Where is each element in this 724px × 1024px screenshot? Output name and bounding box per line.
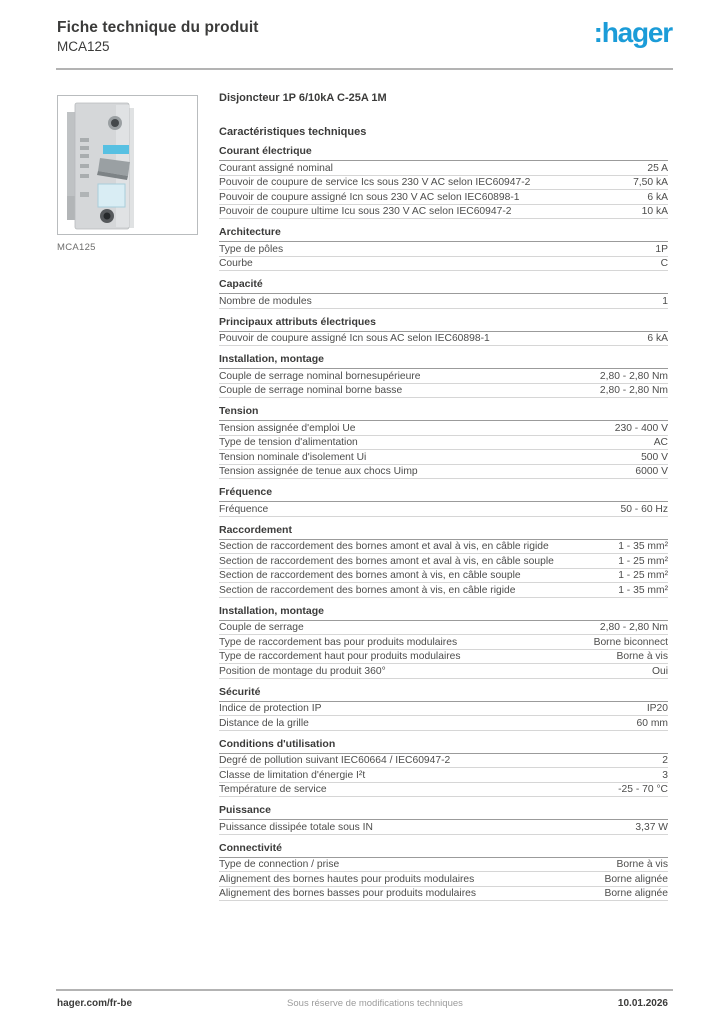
spec-value: 60 mm [636, 717, 668, 729]
spec-value: 1 - 25 mm² [618, 555, 668, 567]
spec-section [219, 279, 668, 309]
spec-rows [219, 421, 668, 479]
spec-label: Fréquence [219, 503, 269, 515]
spec-sections [219, 146, 668, 901]
spec-value: 2,80 - 2,80 Nm [599, 370, 668, 382]
spec-value: 1 [662, 295, 668, 307]
spec-value: IP20 [646, 703, 668, 714]
footer-date: 10.01.2026 [617, 998, 668, 1009]
spec-row [219, 257, 668, 272]
spec-section [219, 606, 668, 679]
spec-label: Type de connection / prise [219, 859, 340, 870]
spec-value: Oui [651, 665, 668, 677]
spec-label: Puissance dissipée totale sous IN [219, 821, 373, 833]
spec-section-title: Sécurité [219, 687, 668, 702]
spec-label: Température de service [219, 784, 327, 795]
spec-label: Type de raccordement haut pour produits modulaires [219, 651, 461, 662]
spec-label: Pouvoir de coupure de service Ics sous 230 V AC selon IEC60947-2 [219, 177, 531, 188]
circuit-breaker-illustration [58, 96, 197, 234]
spec-label: Pouvoir de coupure assigné Icn sous AC selon IEC60898-1 [219, 333, 490, 344]
spec-value: 50 - 60 Hz [620, 503, 668, 515]
spec-label: Section de raccordement des bornes amont à vis, en câble souple [219, 570, 521, 581]
spec-label: Type de pôles [219, 243, 284, 255]
spec-label: Section de raccordement des bornes amont et aval à vis, en câble souple [219, 555, 554, 567]
spec-label: Couple de serrage nominal borne basse [219, 385, 403, 396]
spec-value: Borne alignée [604, 873, 668, 885]
page-footer [57, 998, 668, 1009]
spec-value: Borne alignée [604, 888, 668, 899]
spec-rows [219, 294, 668, 309]
spec-section [219, 525, 668, 598]
spec-row [219, 858, 668, 873]
hager-logo: :hager [593, 17, 672, 48]
spec-row [219, 783, 668, 798]
spec-value: 2,80 - 2,80 Nm [599, 622, 668, 633]
header-divider [56, 68, 673, 70]
spec-label: Alignement des bornes basses pour produits modulaires [219, 888, 476, 899]
specs-heading: Caractéristiques techniques [219, 126, 367, 138]
spec-value: 230 - 400 V [614, 422, 668, 434]
spec-section-title: Puissance [219, 805, 668, 820]
spec-label: Degré de pollution suivant IEC60664 / IEC60947-2 [219, 755, 451, 766]
spec-row [219, 294, 668, 309]
spec-value: 25 A [647, 162, 668, 174]
specs-column [219, 92, 668, 901]
spec-row [219, 664, 668, 679]
spec-row [219, 583, 668, 598]
spec-value: 500 V [641, 451, 668, 463]
spec-section-title: Connectivité [219, 843, 668, 858]
spec-section-title: Tension [219, 406, 668, 421]
spec-row [219, 887, 668, 902]
spec-row [219, 754, 668, 769]
spec-rows [219, 332, 668, 347]
spec-section-title: Fréquence [219, 487, 668, 502]
spec-value: Borne biconnect [593, 636, 668, 648]
spec-rows [219, 754, 668, 798]
spec-value: 3,37 W [635, 821, 668, 833]
spec-section [219, 317, 668, 347]
spec-label: Tension nominale d'isolement Ui [219, 451, 367, 463]
spec-row [219, 450, 668, 465]
spec-value: 2,80 - 2,80 Nm [599, 385, 668, 396]
spec-label: Type de raccordement bas pour produits modulaires [219, 636, 458, 648]
spec-rows [219, 369, 668, 398]
spec-label: Pouvoir de coupure assigné Icn sous 230 V AC selon IEC60898-1 [219, 191, 520, 203]
product-code: MCA125 [57, 39, 110, 54]
spec-section-title: Conditions d'utilisation [219, 739, 668, 754]
spec-rows [219, 242, 668, 271]
spec-label: Nombre de modules [219, 295, 312, 307]
spec-section [219, 227, 668, 271]
footer-disclaimer: Sous réserve de modifications techniques [287, 998, 463, 1009]
spec-section [219, 354, 668, 398]
spec-value: 1P [655, 243, 668, 255]
spec-row [219, 554, 668, 569]
spec-rows [219, 161, 668, 219]
spec-row [219, 872, 668, 887]
spec-label: Courbe [219, 258, 253, 269]
spec-label: Tension assignée d'emploi Ue [219, 422, 356, 434]
spec-label: Type de tension d'alimentation [219, 437, 358, 448]
spec-row [219, 190, 668, 205]
spec-row [219, 384, 668, 399]
spec-rows [219, 540, 668, 598]
spec-section-title: Capacité [219, 279, 668, 294]
spec-section-title: Installation, montage [219, 354, 668, 369]
spec-value: 1 - 35 mm² [618, 584, 668, 596]
spec-row [219, 635, 668, 650]
spec-rows [219, 702, 668, 731]
spec-value: 6000 V [635, 466, 668, 477]
spec-row [219, 161, 668, 176]
spec-value: 6 kA [647, 191, 668, 203]
page-header [57, 19, 672, 54]
spec-section [219, 406, 668, 479]
spec-rows [219, 621, 668, 679]
product-image [57, 95, 198, 235]
spec-value: 3 [662, 769, 668, 781]
spec-value: C [660, 258, 668, 269]
spec-row [219, 369, 668, 384]
spec-value: 7,50 kA [633, 177, 668, 188]
spec-row [219, 421, 668, 436]
spec-row [219, 650, 668, 665]
spec-section [219, 687, 668, 731]
footer-website-link[interactable]: hager.com/fr-be [57, 998, 133, 1009]
document-title: Fiche technique du produit [57, 19, 259, 36]
spec-row [219, 465, 668, 480]
spec-section-title: Installation, montage [219, 606, 668, 621]
spec-label: Indice de protection IP [219, 703, 322, 714]
spec-label: Pouvoir de coupure ultime Icu sous 230 V AC selon IEC60947-2 [219, 206, 512, 217]
spec-label: Section de raccordement des bornes amont et aval à vis, en câble rigide [219, 541, 549, 552]
spec-label: Section de raccordement des bornes amont à vis, en câble rigide [219, 584, 516, 596]
spec-row [219, 242, 668, 257]
spec-section-title: Raccordement [219, 525, 668, 540]
spec-value: Borne à vis [616, 651, 668, 662]
spec-row [219, 502, 668, 517]
spec-value: AC [653, 437, 668, 448]
spec-rows [219, 502, 668, 517]
spec-section [219, 487, 668, 517]
spec-label: Classe de limitation d'énergie I²t [219, 769, 366, 781]
spec-row [219, 205, 668, 220]
spec-value: Borne à vis [616, 859, 668, 870]
spec-label: Position de montage du produit 360° [219, 665, 386, 677]
spec-section [219, 146, 668, 219]
spec-row [219, 176, 668, 191]
spec-row [219, 436, 668, 451]
spec-label: Alignement des bornes hautes pour produits modulaires [219, 873, 475, 885]
spec-label: Distance de la grille [219, 717, 309, 729]
spec-row [219, 540, 668, 555]
spec-row [219, 768, 668, 783]
spec-section-title: Principaux attributs électriques [219, 317, 668, 332]
spec-value: 6 kA [647, 333, 668, 344]
spec-label: Couple de serrage nominal bornesupérieure [219, 370, 421, 382]
spec-section-title: Architecture [219, 227, 668, 242]
spec-section [219, 843, 668, 902]
spec-value: -25 - 70 °C [618, 784, 668, 795]
spec-value: 1 - 25 mm² [618, 570, 668, 581]
spec-rows [219, 858, 668, 902]
product-title: Disjoncteur 1P 6/10kA C-25A 1M [219, 92, 387, 104]
spec-section [219, 739, 668, 798]
spec-section-title: Courant électrique [219, 146, 668, 161]
spec-value: 10 kA [641, 206, 668, 217]
spec-row [219, 702, 668, 717]
spec-rows [219, 820, 668, 835]
spec-label: Couple de serrage [219, 622, 304, 633]
spec-section [219, 805, 668, 835]
spec-row [219, 820, 668, 835]
product-image-caption: MCA125 [57, 242, 96, 253]
spec-row [219, 716, 668, 731]
spec-row [219, 621, 668, 636]
spec-value: 2 [662, 755, 668, 766]
spec-value: 1 - 35 mm² [618, 541, 668, 552]
spec-label: Tension assignée de tenue aux chocs Uimp [219, 466, 418, 477]
spec-row [219, 569, 668, 584]
spec-row [219, 332, 668, 347]
spec-label: Courant assigné nominal [219, 162, 333, 174]
footer-divider [56, 989, 673, 991]
